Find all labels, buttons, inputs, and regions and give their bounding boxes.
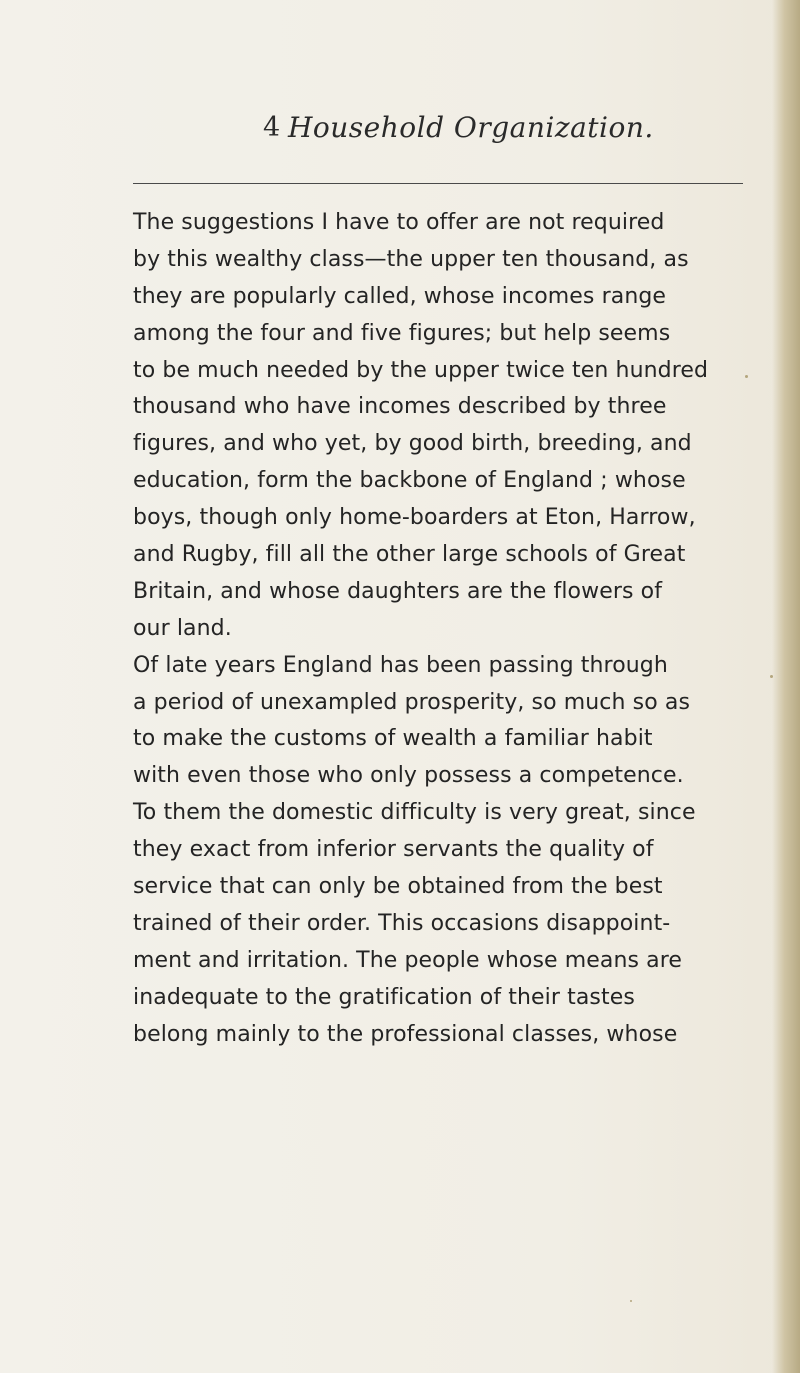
text-line: by this wealthy class—the upper ten thousand, as (133, 246, 689, 272)
text-line: boys, though only home-boarders at Eton, Harrow, (133, 505, 696, 531)
text-line: and Rugby, fill all the other large schools of Great (133, 542, 686, 568)
text-line: figures, and who yet, by good birth, breeding, and (133, 431, 692, 457)
paper-fleck (770, 675, 773, 678)
page-edge-shadow (772, 0, 800, 1373)
page-number: 4 (263, 112, 281, 143)
text-line: Britain, and whose daughters are the flowers of (133, 578, 663, 604)
text-line: to be much needed by the upper twice ten hundred (133, 357, 709, 383)
text-line: The suggestions I have to offer are not required (133, 210, 665, 235)
text-line: thousand who have incomes described by three (133, 394, 667, 420)
text-line: a period of unexampled prosperity, so much so as (133, 689, 691, 715)
text-line: among the four and five figures; but help seems (133, 320, 671, 346)
text-line: ment and irritation. The people whose means are (133, 947, 683, 973)
text-line: with even those who only possess a competence. (133, 763, 684, 789)
text-line: education, form the backbone of England ; whose (133, 468, 686, 494)
page-header (263, 108, 783, 158)
paragraph-2 (133, 648, 773, 1054)
paper-fleck (745, 375, 748, 378)
running-title: Household Organization. (288, 111, 654, 144)
text-line: service that can only be obtained from the best (133, 874, 663, 900)
body-text (133, 205, 773, 1053)
paper-fleck (630, 1300, 632, 1302)
text-line: to make the customs of wealth a familiar habit (133, 726, 653, 752)
header-rule (133, 183, 743, 184)
text-line: belong mainly to the professional classes, whose (133, 1021, 678, 1047)
text-line: inadequate to the gratification of their tastes (133, 984, 635, 1010)
text-line: To them the domestic difficulty is very great, since (133, 800, 696, 826)
paragraph-1 (133, 205, 773, 648)
text-line: they exact from inferior servants the quality of (133, 837, 654, 863)
text-line: our land. (133, 615, 232, 641)
text-line: trained of their order. This occasions disappoint- (133, 910, 671, 936)
text-line: Of late years England has been passing through (133, 652, 668, 678)
text-line: they are popularly called, whose incomes range (133, 283, 667, 309)
